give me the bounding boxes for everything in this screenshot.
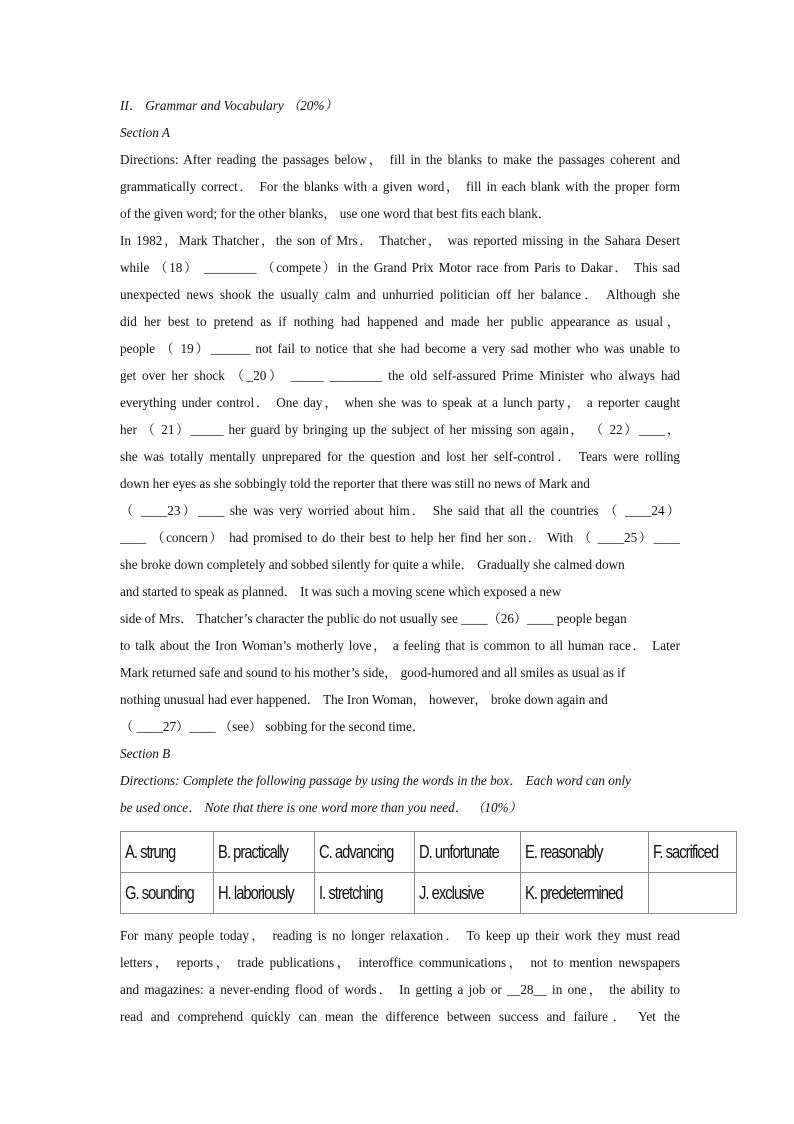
passage-line: letters， reports， trade publications， interoffice communications， not to mention newspapers bbox=[120, 955, 680, 970]
passage-line: to talk about the Iron Woman’s motherly love， a feeling that is common to all human race． Later bbox=[120, 638, 680, 653]
word-box-cell: C. advancing bbox=[315, 832, 415, 873]
word-box-cell: I. stretching bbox=[315, 873, 415, 914]
passage-line: unexpected news shook the usually calm and unhurried politician off her balance． Although she bbox=[120, 287, 680, 302]
passage-line: ____ （concern） had promised to do their best to help her find her son． With （ ____25）____ bbox=[120, 530, 680, 545]
passage-line: Mark returned safe and sound to his mother’s side， good-humored and all smiles as usual as if bbox=[120, 665, 626, 680]
word-box-cell: B. practically bbox=[213, 832, 314, 873]
section-b-passage bbox=[120, 922, 680, 1030]
directions-line: be used once． Note that there is one word more than you need． （10%） bbox=[120, 800, 522, 815]
directions-line: Directions: Complete the following passage by using the words in the box． Each word can only bbox=[120, 773, 631, 788]
word-box bbox=[120, 831, 737, 914]
directions-line: of the given word; for the other blanks， use one word that best fits each blank． bbox=[120, 206, 552, 221]
word-box-cell: F. sacrificed bbox=[648, 832, 736, 873]
passage-line: read and comprehend quickly can mean the difference between success and failure． Yet the bbox=[120, 1009, 680, 1024]
section-a-directions bbox=[120, 146, 680, 227]
passage-line: For many people today， reading is no longer relaxation． To keep up their work they must read bbox=[120, 928, 680, 943]
passage-line: side of Mrs． Thatcher’s character the public do not usually see ____（26）____ people began bbox=[120, 611, 627, 626]
passage-line: while （18） ________ （compete）in the Grand Prix Motor race from Paris to Dakar． This sad bbox=[120, 260, 680, 275]
passage-line: In 1982，Mark Thatcher，the son of Mrs． Thatcher， was reported missing in the Sahara Desert bbox=[120, 233, 680, 248]
passage-line: she was totally mentally unprepared for the question and lost her self-control． Tears were rolling bbox=[120, 449, 680, 464]
directions-line: Directions: After reading the passages below， fill in the blanks to make the passages coherent and bbox=[120, 152, 680, 167]
passage-line: and magazines: a never-ending flood of words． In getting a job or __28__ in one， the ability to bbox=[120, 982, 680, 997]
passage-line: her （ 21）_____ her guard by bringing up the subject of her missing son again， （ 22）____， bbox=[120, 422, 680, 437]
word-box-cell: J. exclusive bbox=[414, 873, 520, 914]
word-box-cell: E. reasonably bbox=[521, 832, 649, 873]
word-box-cell: K. predetermined bbox=[521, 873, 649, 914]
word-box-row bbox=[121, 832, 737, 873]
passage-line: get over her shock （_20） _____ ________ the old self-assured Prime Minister who always had bbox=[120, 368, 680, 383]
passage-line: people （ 19）______ not fail to notice that she had become a very sad mother who was unable to bbox=[120, 341, 680, 356]
passage-line: she broke down completely and sobbed silently for quite a while． Gradually she calmed down bbox=[120, 557, 625, 572]
passage-line: （ ____27）____ （see） sobbing for the second time． bbox=[120, 719, 426, 734]
passage-line: down her eyes as she sobbingly told the reporter that there was still no news of Mark and bbox=[120, 476, 590, 491]
passage-line: and started to speak as planned． It was such a moving scene which exposed a new bbox=[120, 584, 562, 599]
section-b-directions bbox=[120, 767, 680, 821]
word-box-cell: A. strung bbox=[121, 832, 214, 873]
passage-line: （ ____23）____ she was very worried about him． She said that all the countries （ ____24） bbox=[120, 503, 680, 518]
exam-page bbox=[120, 92, 719, 1030]
directions-line: grammatically correct． For the blanks with a given word， fill in each blank with the proper form bbox=[120, 179, 680, 194]
passage-line: everything under control． One day， when she was to speak at a lunch party， a reporter caught bbox=[120, 395, 680, 410]
section-a-title: Section A bbox=[120, 125, 170, 140]
word-box-cell: H. laboriously bbox=[213, 873, 314, 914]
word-box-cell: G. sounding bbox=[121, 873, 214, 914]
word-box-row bbox=[121, 873, 737, 914]
section-b-title: Section B bbox=[120, 746, 171, 761]
section-a-passage bbox=[120, 227, 680, 740]
passage-line: did her best to pretend as if nothing had happened and made her public appearance as usual， bbox=[120, 314, 680, 329]
word-box-cell: D. unfortunate bbox=[414, 832, 520, 873]
word-box-cell bbox=[648, 873, 736, 914]
part-heading: II． Grammar and Vocabulary （20%） bbox=[120, 98, 338, 113]
passage-line: nothing unusual had ever happened． The Iron Woman， however， broke down again and bbox=[120, 692, 608, 707]
